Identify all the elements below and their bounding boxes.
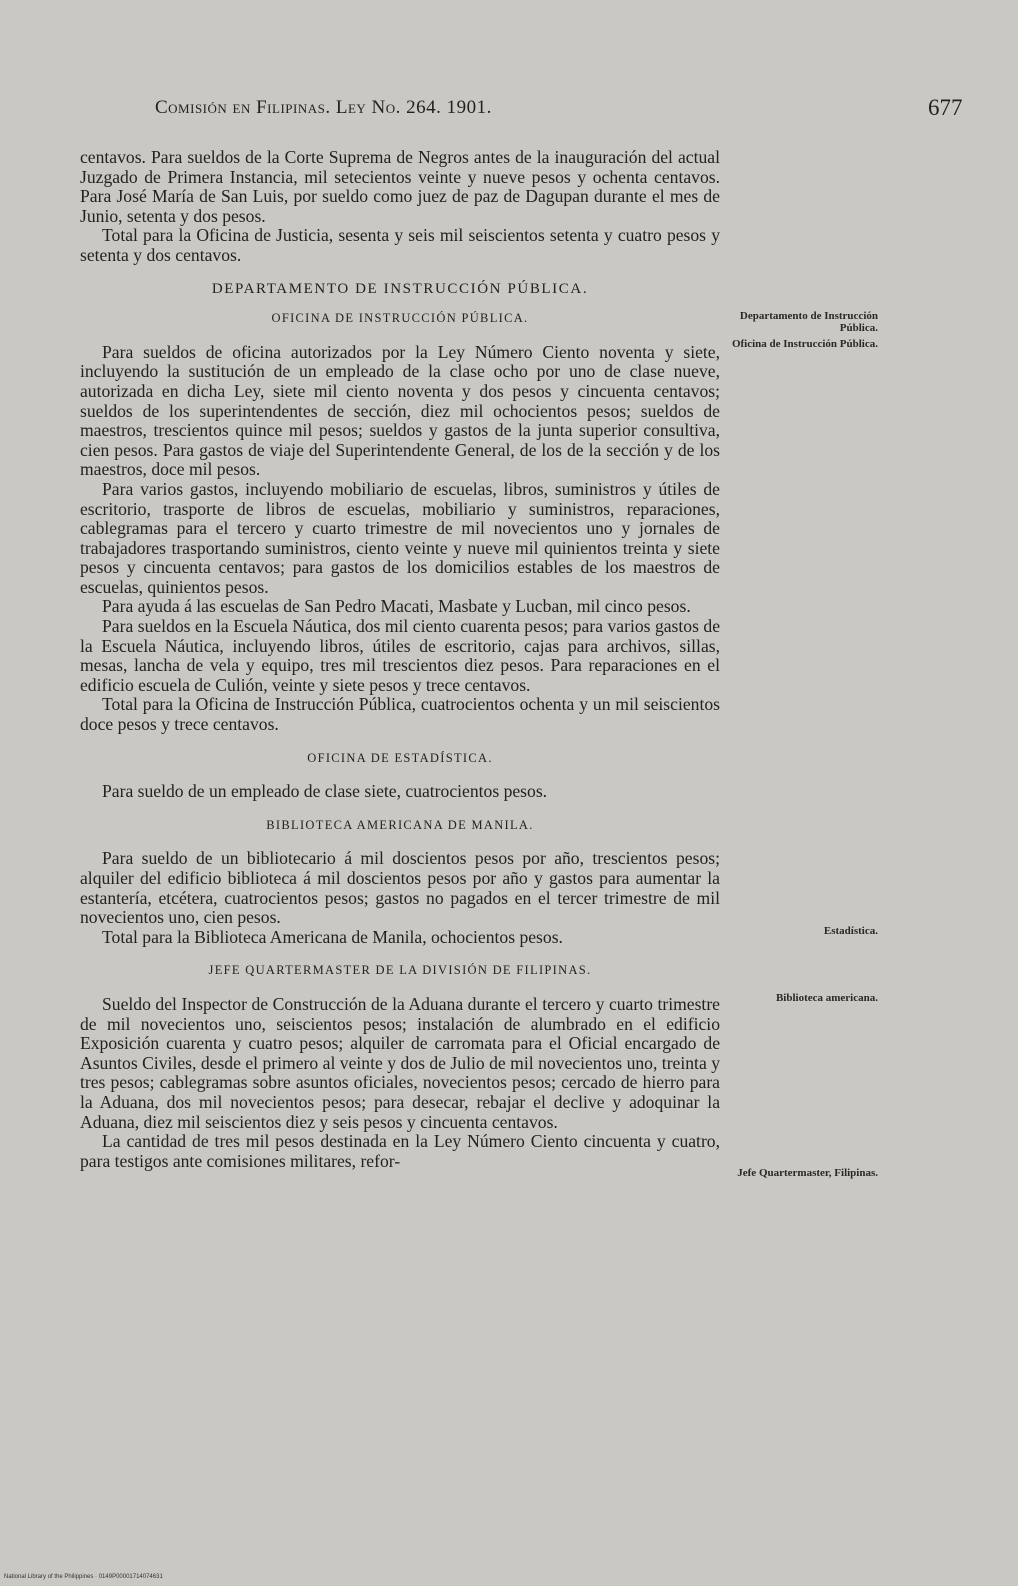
paragraph-jefe-1: Sueldo del Inspector de Construcción de la Aduana durante el tercero y cuarto trimestre de mil novecientos uno, seiscientos pesos; instalación de alumbrado en el edificio Exposición cuarenta y cuatro pesos; alquiler de carromata para el Oficial encargado de Asuntos Civiles, desde el primero al veinte y dos de Julio de mil novecientos uno, treinta y tres pesos; cablegramas sobre asuntos oficiales, novecientos pesos; cercado de hierro para la Aduana, dos mil novecientos pesos; para desecar, rebajar el declive y adoquinar la Aduana, diez mil seiscientos diez y seis pesos y cincuenta centavos. [80, 993, 720, 1132]
paragraph-total-justicia: Total para la Oficina de Justicia, sesenta y seis mil seiscientos setenta y cuatro pesos y setenta y dos centavos. [80, 225, 720, 265]
paragraph-intro: centavos. Para sueldos de la Corte Suprema de Negros antes de la inauguración del actual Juzgado de Primera Instancia, mil setecientos veinte y nueve pesos y ochenta centavos. Para José María de San Luis, por sueldo como juez de paz de Dagupan durante el mes de Junio, setenta y dos pesos. [80, 147, 720, 226]
footer-note: National Library of the Philippines · 0149P00001714074631 [4, 1574, 163, 1580]
side-note-departamento: Departamento de Instrucción Pública. [739, 310, 878, 334]
heading-departamento: DEPARTAMENTO DE INSTRUCCIÓN PÚBLICA. [211, 280, 589, 297]
paragraph-estadistica: Para sueldo de un empleado de clase siete, cuatrocientos pesos. [102, 781, 548, 802]
paragraph-biblioteca-total: Total para la Biblioteca Americana de Manila, ochocientos pesos. [102, 926, 563, 947]
heading-oficina-instruccion: OFICINA DE INSTRUCCIÓN PÚBLICA. [271, 311, 529, 326]
side-note-oficina: Oficina de Instrucción Pública. [731, 338, 878, 350]
side-note-estadistica: Estadística. [823, 925, 878, 937]
side-note-biblioteca: Biblioteca americana. [775, 992, 878, 1004]
paragraph-biblioteca: Para sueldo de un bibliotecario á mil doscientos pesos por año, trescientos pesos; alquiler del edificio biblioteca á mil doscientos pesos por año y gastos para aumentar la estantería, etcétera, cuatrocientos pesos; gastos no pagados en el tercer trimestre de mil novecientos uno, cien pesos. [80, 848, 720, 928]
running-title: Comisión en Filipinas. Ley No. 264. 1901. [155, 97, 492, 118]
paragraph-instruccion-2: Para varios gastos, incluyendo mobiliario de escuelas, libros, suministros y útiles de escritorio, trasporte de libros de escuelas, mobiliario y suministros, reparaciones, cablegramas para el tercero y cuarto trimestre de mil novecientos uno y jornales de trabajadores trasportando suministros, ciento veinte y nueve mil quinientos treinta y siete pesos y cincuenta centavos; para gastos de los domicilios estables de los maestros de escuelas, quinientos pesos. [80, 478, 720, 597]
heading-jefe-quartermaster: JEFE QUARTERMASTER DE LA DIVISIÓN DE FILIPINAS. [208, 963, 592, 978]
paragraph-jefe-2: La cantidad de tres mil pesos destinada en la Ley Número Ciento cincuenta y cuatro, para testigos ante comisiones militares, refor- [80, 1131, 720, 1171]
heading-estadistica: OFICINA DE ESTADÍSTICA. [307, 750, 493, 765]
main-text [80, 148, 720, 1171]
running-head [0, 97, 1018, 127]
paragraph-instruccion-4: Para sueldos en la Escuela Náutica, dos mil ciento cuarenta pesos; para varios gastos de la Escuela Náutica, incluyendo libros, útiles de escritorio, cajas para archivos, sillas, mesas, lancha de vela y equipo, tres mil trescientos diez pesos. Para reparaciones en el edificio escuela de Culión, veinte y siete pesos y trece centavos. [80, 616, 720, 695]
paragraph-instruccion-1: Para sueldos de oficina autorizados por la Ley Número Ciento noventa y siete, incluyendo la sustitución de un empleado de la clase ocho por uno de clase nueve, autorizada en dicha Ley, siete mil ciento noventa y dos pesos y cincuenta centavos; sueldos de los superintendentes de sección, diez mil ochocientos pesos; sueldos de maestros, trescientos quince mil pesos; sueldos y gastos de la junta superior consultiva, cien pesos. Para gastos de viaje del Superintendente General, de los de la sección y de los maestros, doce mil pesos. [80, 341, 720, 480]
paragraph-instruccion-3: Para ayuda á las escuelas de San Pedro Macati, Masbate y Lucban, mil cinco pesos. [102, 596, 691, 617]
heading-biblioteca: BIBLIOTECA AMERICANA DE MANILA. [266, 817, 534, 832]
page-number: 677 [928, 95, 963, 120]
paragraph-instruccion-total: Total para la Oficina de Instrucción Pública, cuatrocientos ochenta y un mil seiscientos doce pesos y trece centavos. [80, 694, 720, 735]
side-note-jefe: Jefe Quartermaster, Filipinas. [737, 1167, 878, 1179]
